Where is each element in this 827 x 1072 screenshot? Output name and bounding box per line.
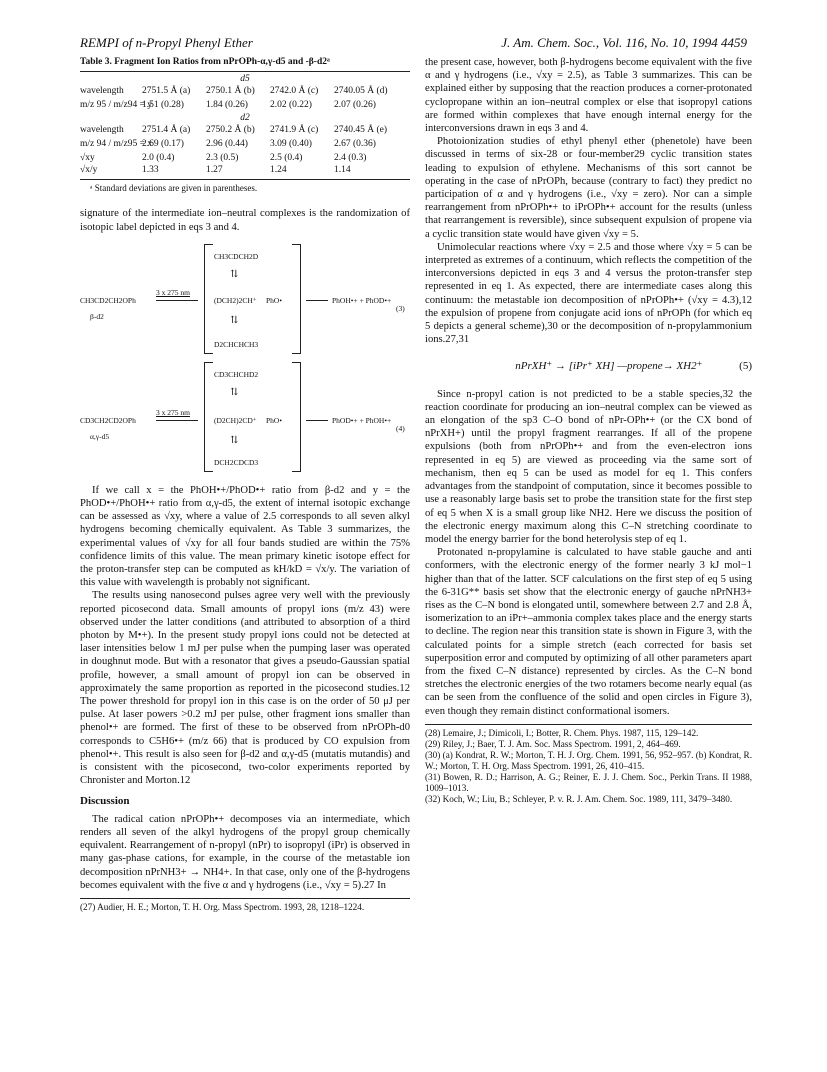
- eq4-top-species: CD3CHCHD2: [214, 369, 259, 379]
- footnotes: [80, 898, 410, 913]
- equilibrium-arrow-icon: ⇅: [230, 386, 239, 398]
- eq4-products: PhOD•+ + PhOH•+: [332, 415, 392, 425]
- paragraph: The radical cation nPrOPh•+ decomposes via an intermediate, which renders all seven of the alkyl hydrogens of the propyl group chemically equivalent. Rearrangement of n-propyl (nPr) to isopropyl (iPr) is observed in many gas-phase cations, for example, in the course of the metastable ion decomposition nPrNH3+ → NH4+. In that case, only one of the β-hydrogens becomes equivalent with the five α and γ hydrogens (i.e., √xy = 5).27 In: [80, 813, 410, 891]
- table-cell: 1.27: [206, 165, 223, 176]
- table-cell: 3.09 (0.40): [270, 139, 312, 150]
- table-cell: 2.07 (0.26): [334, 100, 376, 111]
- table-row: [80, 85, 410, 97]
- paragraph: If we call x = the PhOH•+/PhOD•+ ratio from β-d2 and y = the PhOD•+/PhOH•+ ratio from α,γ-d5, the extent of internal isotopic exchange can be assessed as √xy, where a value of 2.5 corresponds to all seven alkyl hydrogens becoming chemically equivalent. As Table 3 summarizes, the experimental values of √xy for all four bands studied are within the 75% confidence limits of this value. The mean primary kinetic isotope effect for the proton-transfer step can be computed as kH/kD = √x/y. The variation of this value with wavelength is probably not significant.: [80, 484, 410, 589]
- table-cell: 2740.45 Å (e): [334, 125, 388, 136]
- table-cell: m/z 95 / m/z94 = y: [80, 100, 153, 111]
- eq4-phenoxy: PhO•: [266, 415, 282, 425]
- table-row: [80, 124, 410, 136]
- table-cell: 2.3 (0.5): [206, 153, 239, 164]
- table-cell: wavelength: [80, 86, 124, 97]
- eq4-product-arrow: [306, 420, 328, 421]
- footnote: (29) Riley, J.; Baer, T. J. Am. Soc. Mass Spectrom. 1991, 2, 464–469.: [425, 738, 681, 749]
- eq3-number: (3): [396, 303, 405, 313]
- footnote: (28) Lemaire, J.; Dimicoli, I.; Botter, R. Chem. Phys. 1987, 115, 129–142.: [425, 727, 699, 738]
- eq4-arrow-label: 3 x 275 nm: [156, 407, 190, 417]
- eq4-reactant-label: α,γ-d5: [90, 431, 110, 441]
- eq3-bottom-species: D2CHCHCH3: [214, 339, 259, 349]
- table-cell: √xy: [80, 153, 95, 164]
- table-cell: 2.0 (0.4): [142, 153, 175, 164]
- paragraph: The results using nanosecond pulses agree very well with the previously reported picosecond data. Small amounts of propyl ions (m/z 43) were observed under the latter conditions (and attributed to absorption of a third photon by M•+). In the present study propyl ions could not be detected at laser intensities below 1 mJ per pulse when the pumping laser was operated in doughnut mode. But with a resonator that gives a pseudo-Gaussian spatial profile, however, a small amount of propyl ion can be observed in approximately the same proportion as reported in the picosecond studies.12 The power threshold for propyl ion in this case is on the order of 50 μJ per pulse. At laser powers >0.2 mJ per pulse, other fragment ions smaller than phenol•+ are formed. The first of these to be observed from nPrOPh-d0 corresponds to C5H6•+ (m/z 66) that is produced by CO expulsion from phenol•+. This result is also seen for β-d2 and α,γ-d5 (mutatis mutandis) and is consistent with the picosecond, two-color experiments reported by Chronister and Morton.12: [80, 590, 410, 787]
- footnote: (32) Koch, W.; Liu, B.; Schleyer, P. v. R. J. Am. Chem. Soc. 1989, 111, 3479–3480.: [425, 793, 733, 804]
- table-cell: 2751.4 Å (a): [142, 125, 191, 136]
- eq4-bottom-species: DCH2CDCD3: [214, 457, 259, 467]
- table-cell: 2740.05 Å (d): [334, 86, 388, 97]
- equilibrium-arrow-icon: ⇅: [230, 314, 239, 326]
- eq4-number: (4): [396, 423, 405, 433]
- running-title: REMPI of n-Propyl Phenyl Ether: [80, 35, 253, 50]
- equation-text: nPrXH⁺ → [iPr⁺ XH] —propene→ XH2⁺: [515, 360, 703, 373]
- eq3-right-bracket: [292, 244, 301, 354]
- table-cell: √x/y: [80, 165, 98, 176]
- eq4-arrow: [156, 420, 198, 421]
- table-cell: 2.02 (0.22): [270, 100, 312, 111]
- table-cell: 1.24: [270, 165, 287, 176]
- table-cell: 2.4 (0.3): [334, 153, 367, 164]
- eq4-right-bracket: [292, 362, 301, 472]
- paragraph: Unimolecular reactions where √xy = 2.5 and those where √xy = 5 can be interpreted as extremes of a continuum, which reflects the competition of the interconversions depicted in eqs 3 and 4 versus the proton-transfer step represented in eq 1. As expected, there are intermediate cases along this continuum: the metastable ion decomposition of nPrOPh•+ (√xy = 4.3),12 the expulsion of propene from conjugate acid ions of nPrOPh (for which eq 5 depicts a general scheme),30 or the decomposition of n-propylammonium ions.27,31: [425, 241, 752, 346]
- footnote: (27) Audier, H. E.; Morton, T. H. Org. Mass Spectrom. 1993, 28, 1218–1224.: [80, 901, 365, 912]
- table-row: [80, 152, 410, 164]
- table-d2-label: d2: [240, 113, 250, 124]
- table-cell: 2742.0 Å (c): [270, 86, 319, 97]
- table-cell: 2.69 (0.17): [142, 139, 184, 150]
- paragraph: signature of the intermediate ion–neutral complexes is the randomization of isotopic label depicted in eqs 3 and 4.: [80, 208, 410, 233]
- table-cell: 2.5 (0.4): [270, 153, 303, 164]
- table-cell: 1.33: [142, 165, 159, 176]
- footnote: (31) Bowen, R. D.; Harrison, A. G.; Reiner, E. J. J. Chem. Soc., Perkin Trans. II 1988, 1009–1013.: [425, 771, 752, 793]
- table-cell: 2.67 (0.36): [334, 139, 376, 150]
- equation-5: [425, 360, 752, 373]
- eq4-left-bracket: [204, 362, 213, 472]
- journal-citation: J. Am. Chem. Soc., Vol. 116, No. 10, 1994 4459: [501, 35, 747, 50]
- equilibrium-arrow-icon: ⇅: [230, 268, 239, 280]
- table-cell: 1.14: [334, 165, 351, 176]
- table-row: [80, 97, 410, 113]
- right-column: [425, 56, 752, 805]
- table-3: [80, 56, 410, 195]
- table-cell: 2750.2 Å (b): [206, 125, 255, 136]
- paragraph: Since n-propyl cation is not predicted to be a stable species,32 the reaction coordinate for producing an ion–neutral complex can be viewed as an elongation of the sp3 C–O bond of nPr-OPh•+ (or the CX bond of nPrXH+) until the propyl fragment rearranges. If all of the propene expulsions (both from nPrOPh•+ and from the even-electron ions represented in eq 5) are viewed as proceeding via the same sort of mechanism, then eq 5 can be used as model for eq 1. This confers advantages from the standpoint of computation, since it becomes possible to use a reasonably large basis set to probe the transition state for the first step of eq 5 when X is a small group like NH2. Here we discuss the position of the electronic energy maximum along this C–N stretching coordinate to model the energy barrier for the bond heterolysis step of eq 1.: [425, 388, 752, 545]
- eq3-mid-species: (DCH2)2CH⁺: [214, 295, 257, 305]
- table-row: [80, 136, 410, 152]
- eq3-top-species: CH3CDCH2D: [214, 251, 259, 261]
- section-heading: Discussion: [80, 795, 130, 808]
- table-caption: Table 3. Fragment Ion Ratios from nPrOPh-α,γ-d5 and -β-d2ᵃ: [80, 56, 410, 72]
- table-cell: 2751.5 Å (a): [142, 86, 191, 97]
- table-footnote: ᵃ Standard deviations are given in parentheses.: [80, 179, 410, 195]
- table-row: [80, 164, 410, 176]
- eq3-phenoxy: PhO•: [266, 295, 282, 305]
- eq3-arrow: [156, 300, 198, 301]
- eq3-left-bracket: [204, 244, 213, 354]
- equation-number: (5): [739, 360, 752, 373]
- eq3-reactant: CH3CD2CH2OPh: [80, 295, 136, 305]
- footnote: (30) (a) Kondrat, R. W.; Morton, T. H. J. Org. Chem. 1991, 56, 952–957. (b) Kondrat, R. W.; Morton, T. H. Org. Mass Spectrom. 1991, 26, 410–415.: [425, 749, 752, 771]
- table-cell: 2750.1 Å (b): [206, 86, 255, 97]
- reaction-scheme: [80, 242, 410, 474]
- table-cell: wavelength: [80, 125, 124, 136]
- eq3-product-arrow: [306, 300, 328, 301]
- table-cell: 2.96 (0.44): [206, 139, 248, 150]
- paragraph: the present case, however, both β-hydrogens become equivalent with the five α and γ hydrogens (i.e., √xy = 2.5), as Table 3 summarizes. This can be explained either by supposing that the reaction produces a corner-protonated cyclopropane within an ion–neutral complex or else that isopropyl cations are formed within complexes that have enough internal energy for the interconversions drawn in eqs 3 and 4.: [425, 57, 752, 135]
- equilibrium-arrow-icon: ⇅: [230, 434, 239, 446]
- paragraph: Protonated n-propylamine is calculated to have stable gauche and anti conformers, with the electronic energy of the former nearly 3 kJ mol−1 higher than that of the latter. SCF calculations on the first step of eq 5 using the 6-31G** basis set show that the electronic energy of gauche nPrNH3+ rises as the C–N bond is elongated until, somewhere between 2.7 and 2.8 Å, isomerization to an iPr+–ammonia complex takes place and the energy starts to decline. The region near this transition state is shown in Figure 3, with the calculated points for a simple stretch (each corrected for basis set superposition error and computed by optimizing of all other parameters apart from the fixed C–N distance) represented by circles. As the C–N bond stretches the electronic energies of the two rotamers become nearly equal (as can be seen from the confluence of the solid and open circles in Figure 3), even though they remain distinct conformational isomers.: [425, 547, 752, 717]
- left-column: [80, 56, 410, 913]
- table-cell: 1.51 (0.28): [142, 100, 184, 111]
- eq3-arrow-label: 3 x 275 nm: [156, 287, 190, 297]
- eq3-products: PhOH•+ + PhOD•+: [332, 295, 392, 305]
- eq4-reactant: CD3CH2CD2OPh: [80, 415, 136, 425]
- eq3-reactant-label: β-d2: [90, 311, 104, 321]
- table-cell: 1.84 (0.26): [206, 100, 248, 111]
- table-cell: m/z 94 / m/z95 = x: [80, 139, 153, 150]
- table-d5-label: d5: [240, 74, 250, 85]
- eq4-mid-species: (D2CH)2CD⁺: [214, 415, 257, 425]
- table-cell: 2741.9 Å (c): [270, 125, 319, 136]
- footnotes: [425, 724, 752, 805]
- paragraph: Photoionization studies of ethyl phenyl ether (phenetole) have been discussed in terms of six-28 or four-member29 cyclic transition states leading to expulsion of ethylene. Mechanisms of this sort cannot be operating in the case of nPrOPh, because (contrary to fact) they predict no participation of α and γ hydrogens (i.e., √xy = zero). Nor can a simple rearrangement from nPrOPh•+ to iPrOPh•+ account for the results (unless that rearrangement is reversible), since subsequent expulsion of propene via a cyclic transition state would have given √xy = 5.: [425, 136, 752, 240]
